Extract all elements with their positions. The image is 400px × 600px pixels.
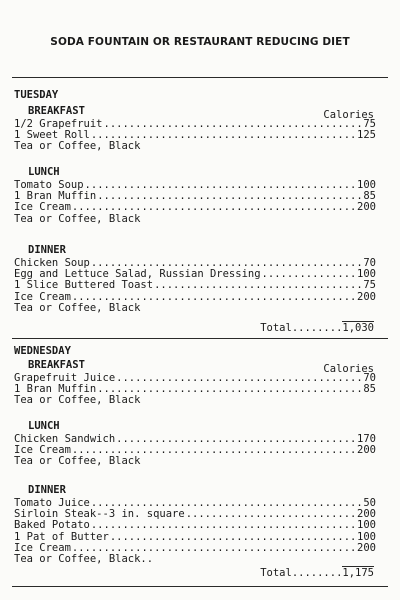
menu-item [14, 201, 376, 213]
item-name: 1 Pat of Butter [14, 530, 109, 543]
item-calories: 70 [363, 372, 376, 384]
menu-item [14, 542, 376, 554]
section-rule [12, 586, 388, 587]
item-name: Baked Potato [14, 519, 90, 532]
item-name: Ice Cream [14, 201, 71, 214]
dot-leader [85, 179, 356, 191]
item-calories: 200 [357, 444, 376, 457]
dot-leader [72, 291, 356, 303]
item-calories: 200 [357, 541, 376, 554]
item-calories: 100 [357, 179, 376, 191]
item-name: Egg and Lettuce Salad, Russian Dressing [14, 268, 261, 281]
dot-leader [72, 444, 356, 456]
dot-leader [91, 129, 356, 141]
meal-heading-lunch: LUNCH [28, 420, 60, 432]
item-calories: 200 [357, 290, 376, 303]
item-calories: 125 [357, 129, 376, 142]
page-title: SODA FOUNTAIN OR RESTAURANT REDUCING DIET [50, 36, 350, 48]
meal-heading-breakfast: BREAKFAST [28, 359, 85, 371]
menu-item [14, 433, 376, 445]
section-rule [12, 77, 388, 78]
item-name: Ice Cream [14, 444, 71, 457]
item-calories: 75 [363, 279, 376, 292]
total-label: Total [260, 567, 292, 579]
dot-leader [186, 508, 356, 520]
dot-leader [72, 542, 356, 554]
menu-item [14, 444, 376, 456]
menu-item-text: Tea or Coffee, Black [14, 140, 141, 153]
item-name: Ice Cream [14, 541, 71, 554]
item-calories: 85 [363, 383, 376, 396]
item-calories: 50 [363, 497, 376, 509]
calories-header: Calories [323, 363, 374, 375]
calories-header: Calories [323, 109, 374, 121]
meal-heading-dinner: DINNER [28, 244, 66, 256]
menu-item [14, 372, 376, 384]
dot-leader [91, 257, 362, 269]
meal-heading-lunch: LUNCH [28, 166, 60, 178]
menu-item [14, 531, 376, 543]
section-rule [12, 338, 388, 339]
dot-leader [97, 190, 362, 202]
menu-item-text: Tea or Coffee, Black [14, 394, 141, 407]
total-value: 1,030 [342, 322, 374, 334]
menu-item-text: Tea or Coffee, Black.. [14, 553, 154, 565]
dot-leader [91, 497, 362, 509]
total-dots: ........ [291, 322, 343, 334]
menu-item [14, 179, 376, 191]
item-calories: 170 [357, 433, 376, 445]
dot-leader [116, 372, 362, 384]
item-name: 1 Sweet Roll [14, 129, 90, 142]
day-total [260, 321, 374, 334]
item-name: 1 Slice Buttered Toast [14, 279, 154, 292]
item-calories: 100 [357, 519, 376, 532]
meal-heading-dinner: DINNER [28, 484, 66, 496]
total-dots: ........ [291, 567, 343, 579]
item-calories: 70 [363, 257, 376, 269]
menu-item [14, 519, 376, 531]
item-calories: 200 [357, 508, 376, 521]
item-calories: 200 [357, 201, 376, 214]
item-calories: 100 [357, 530, 376, 543]
dot-leader [104, 118, 363, 130]
menu-item [14, 257, 376, 269]
dot-leader [262, 268, 356, 280]
total-label: Total [260, 322, 292, 334]
day-total [260, 566, 374, 579]
item-name: Sirloin Steak--3 in. square [14, 508, 185, 521]
menu-item-text: Tea or Coffee, Black [14, 212, 141, 225]
menu-item [14, 190, 376, 202]
menu-item-text: Tea or Coffee, Black [14, 455, 141, 468]
dot-leader [72, 201, 356, 213]
meal-heading-breakfast: BREAKFAST [28, 105, 85, 117]
menu-item [14, 118, 376, 130]
item-name: Tomato Juice [14, 497, 90, 509]
dot-leader [97, 383, 362, 395]
item-name: Ice Cream [14, 290, 71, 303]
menu-item [14, 291, 376, 303]
menu-item [14, 383, 376, 395]
menu-item [14, 497, 376, 509]
item-name: Tomato Soup [14, 179, 84, 191]
item-calories: 85 [363, 190, 376, 203]
day-heading-wednesday: WEDNESDAY [14, 345, 71, 357]
item-calories: 100 [357, 268, 376, 281]
dot-leader [110, 531, 356, 543]
item-name: Chicken Sandwich [14, 433, 116, 445]
item-name: 1 Bran Muffin [14, 383, 97, 396]
total-value: 1,175 [342, 567, 374, 579]
dot-leader [91, 519, 356, 531]
dot-leader [154, 279, 362, 291]
menu-item [14, 268, 376, 280]
item-calories: 75 [363, 118, 376, 130]
item-name: 1 Bran Muffin [14, 190, 97, 203]
item-name: Chicken Soup [14, 257, 90, 269]
item-name: 1/2 Grapefruit [14, 118, 103, 130]
menu-item [14, 129, 376, 141]
menu-item [14, 279, 376, 291]
item-name: Grapefruit Juice [14, 372, 116, 384]
dot-leader [116, 433, 356, 445]
menu-item-text: Tea or Coffee, Black [14, 301, 141, 314]
menu-item [14, 508, 376, 520]
day-heading-tuesday: TUESDAY [14, 89, 59, 101]
